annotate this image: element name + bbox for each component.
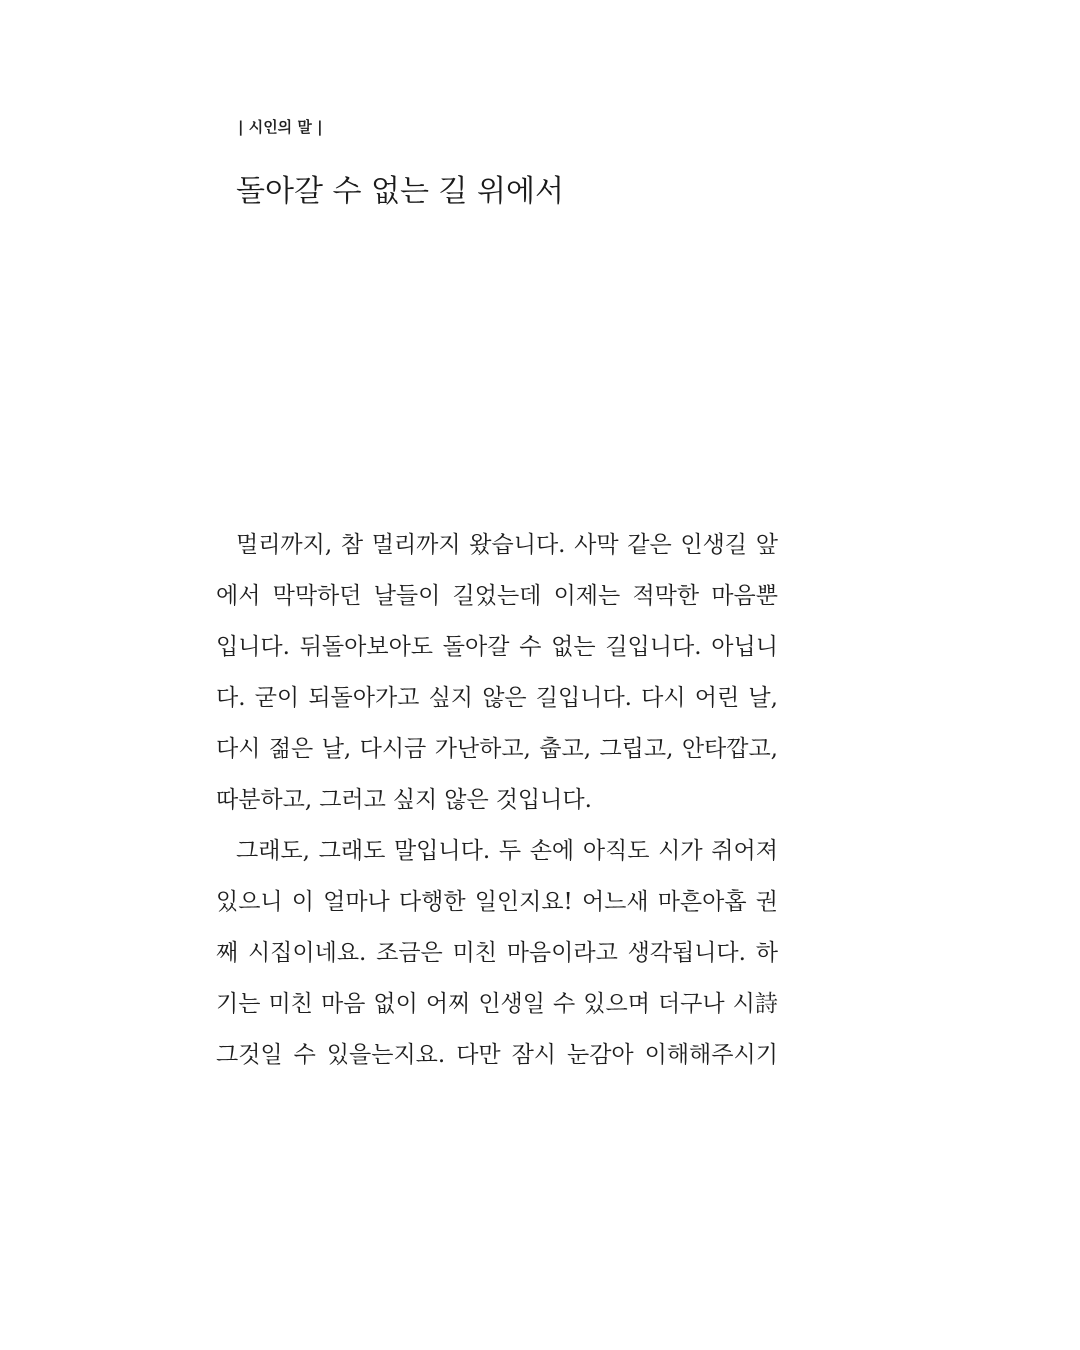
- text-line: [216, 1030, 778, 1081]
- word: 얼마나: [323, 889, 390, 915]
- word: 수: [553, 991, 576, 1017]
- word: 있을는지요.: [326, 1042, 446, 1068]
- text-line: [216, 928, 778, 979]
- word: 안타깝고,: [681, 736, 778, 762]
- text-line: [216, 826, 778, 877]
- word: 일인지요!: [474, 889, 573, 915]
- word: 미친: [452, 940, 497, 966]
- word: 사막: [574, 532, 619, 558]
- word: 그러고: [319, 787, 386, 813]
- word: 마흔아홉: [657, 889, 747, 915]
- word: 어찌: [425, 991, 471, 1017]
- word: 왔습니다.: [469, 532, 566, 558]
- word: 그래도: [318, 838, 386, 864]
- word: 날,: [321, 736, 352, 762]
- word: 있으니: [216, 889, 283, 915]
- word: 아직도: [582, 838, 650, 864]
- word: 참: [340, 532, 364, 558]
- word: 젊은: [268, 736, 314, 762]
- word: 어느새: [581, 889, 649, 915]
- word: 에서: [216, 583, 261, 609]
- word: 있으며: [583, 991, 650, 1017]
- page-title: 돌아갈 수 없는 길 위에서: [236, 174, 564, 209]
- word: 것입니다.: [495, 787, 592, 813]
- word: 다행한: [398, 889, 466, 915]
- word: 날,: [748, 685, 778, 711]
- word: 시가: [658, 838, 703, 864]
- word: 춥고,: [539, 736, 592, 762]
- word: 이: [291, 889, 314, 915]
- word: 다시: [641, 685, 686, 711]
- word: 쥐어져: [711, 838, 778, 864]
- word: 막막하던: [272, 583, 362, 609]
- word: 없이: [373, 991, 418, 1017]
- word: 굳이: [254, 685, 300, 711]
- word: 날들이: [373, 583, 441, 609]
- word: 앞: [755, 532, 778, 558]
- word: 다시: [216, 736, 261, 762]
- word: 수: [293, 1042, 316, 1068]
- word: 인생일: [478, 991, 545, 1017]
- word: 그것일: [216, 1042, 283, 1068]
- text-line: [216, 622, 778, 673]
- word: 더구나: [657, 991, 725, 1017]
- word: 잠시: [511, 1042, 557, 1068]
- word: 싶지: [428, 685, 474, 711]
- word: 그립고,: [599, 736, 674, 762]
- word: 돌아갈: [442, 634, 510, 660]
- word: 길었는데: [452, 583, 542, 609]
- word: 다시금: [359, 736, 427, 762]
- word: 다만: [456, 1042, 501, 1068]
- word: 조금은: [376, 940, 443, 966]
- word: 멀리까지,: [236, 532, 333, 558]
- word: 않은: [482, 685, 527, 711]
- text-line: [216, 673, 778, 724]
- word: 눈감아: [567, 1042, 634, 1068]
- text-line: [216, 775, 778, 826]
- word: 길입니다.: [535, 685, 632, 711]
- word: 길입니다.: [605, 634, 702, 660]
- text-line: [216, 979, 778, 1030]
- word: 말입니다.: [393, 838, 491, 864]
- word: 이제는: [553, 583, 621, 609]
- word: 아닙니: [711, 634, 778, 660]
- word: 입니다.: [216, 634, 290, 660]
- word: 두: [498, 838, 522, 864]
- word: 손에: [529, 838, 575, 864]
- word: 멀리까지: [371, 532, 461, 558]
- text-line: [216, 877, 778, 928]
- word: 되돌아가고: [308, 685, 420, 711]
- word: 같은: [627, 532, 672, 558]
- word: 시집이네요.: [247, 940, 367, 966]
- word: 그래도,: [236, 838, 310, 864]
- word: 인생길: [680, 532, 748, 558]
- word: 적막한: [632, 583, 700, 609]
- word: 째: [216, 940, 239, 966]
- word: 권: [755, 889, 778, 915]
- word: 하: [755, 940, 778, 966]
- word: 없는: [551, 634, 596, 660]
- word: 가난하고,: [434, 736, 531, 762]
- word: 마음: [320, 991, 366, 1017]
- text-line: [216, 724, 778, 775]
- word: 마음뿐: [711, 583, 778, 609]
- word: 않은: [444, 787, 489, 813]
- word: 생각됩니다.: [627, 940, 746, 966]
- word: 시詩: [732, 991, 778, 1017]
- word: 싶지: [392, 787, 438, 813]
- word: 다.: [216, 685, 246, 711]
- body-text: [216, 520, 778, 1081]
- word: 뒤돌아보아도: [299, 634, 434, 660]
- word: 마음이라고: [506, 940, 618, 966]
- word: 따분하고,: [216, 787, 313, 813]
- word: 이해해주시기: [644, 1042, 778, 1068]
- word: 기는: [216, 991, 261, 1017]
- section-label: | 시인의 말 |: [238, 118, 323, 136]
- word: 미친: [268, 991, 313, 1017]
- word: 어린: [694, 685, 740, 711]
- word: 수: [519, 634, 542, 660]
- text-line: [216, 571, 778, 622]
- text-line: [216, 520, 778, 571]
